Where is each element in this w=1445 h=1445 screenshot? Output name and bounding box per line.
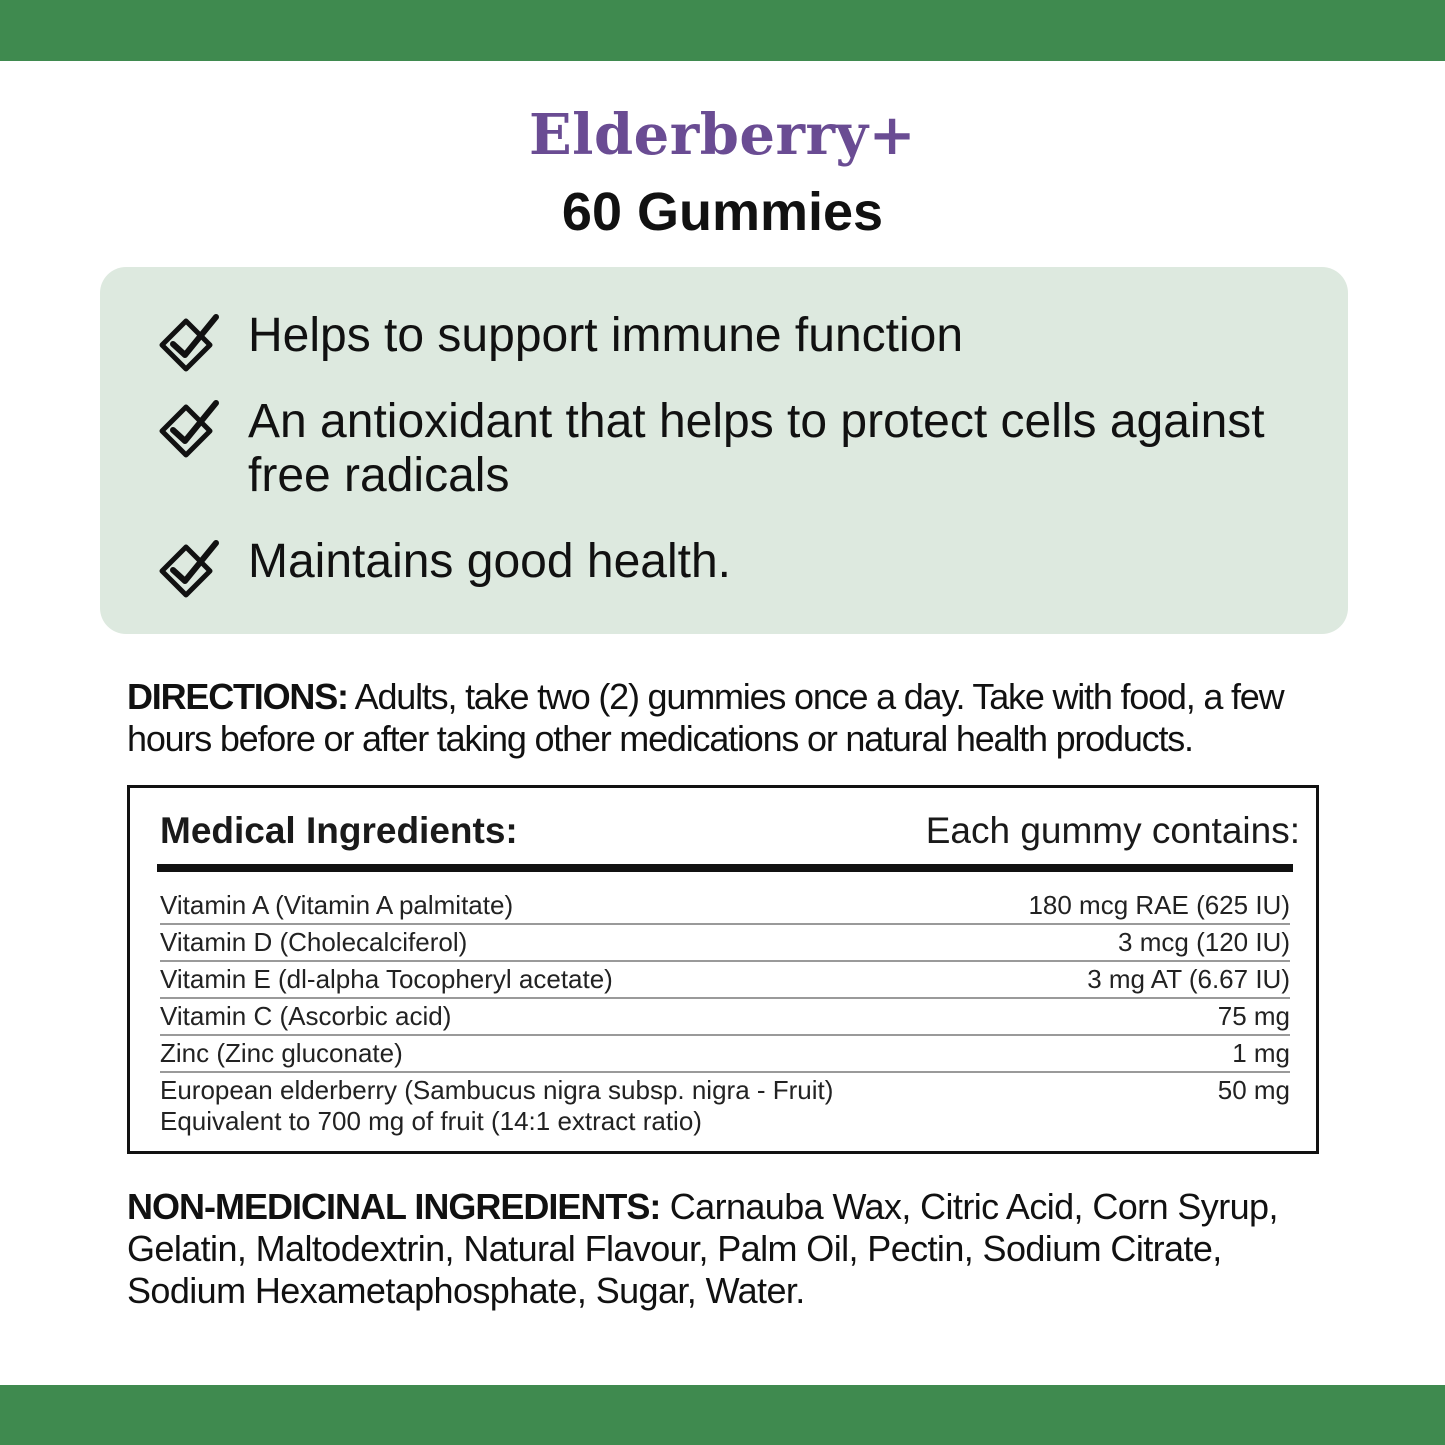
- directions-label: DIRECTIONS:: [127, 676, 348, 717]
- benefit-text: Maintains good health.: [248, 535, 731, 588]
- checkbox-check-icon: [156, 397, 222, 459]
- checkbox-check-icon: [156, 311, 222, 373]
- ingredient-amount: 1 mg: [1232, 1038, 1290, 1068]
- directions-paragraph: [127, 676, 1327, 760]
- ingredient-name: Vitamin A (Vitamin A palmitate): [160, 890, 514, 920]
- product-brand-name: Elderberry+: [529, 102, 916, 168]
- ingredient-amount: 3 mg AT (6.67 IU): [1087, 964, 1290, 994]
- ingredient-amount: 50 mg: [1217, 1075, 1290, 1105]
- ingredient-name: European elderberry (Sambucus nigra subsp. nigra - Fruit): [160, 1075, 834, 1105]
- ingredient-amount: 180 mcg RAE (625 IU): [1028, 890, 1290, 920]
- directions-text: Adults, take two (2) gummies once a day. Take with food, a few hours before or after taking other medications or natural health products.: [127, 676, 1284, 759]
- benefits-panel: [100, 267, 1348, 634]
- product-count-label: 60 Gummies: [561, 182, 884, 242]
- ingredient-name: Zinc (Zinc gluconate): [160, 1038, 403, 1068]
- bottom-green-band: [0, 1385, 1445, 1445]
- ingredient-amount: 3 mcg (120 IU): [1118, 927, 1290, 957]
- table-row: [160, 1073, 1290, 1145]
- table-row: [160, 962, 1290, 999]
- benefit-text: An antioxidant that helps to protect cells against free radicals: [248, 395, 1265, 502]
- table-row: [160, 999, 1290, 1036]
- medical-ingredients-heading: Medical Ingredients:: [160, 810, 518, 851]
- ingredient-note: Equivalent to 700 mg of fruit (14:1 extract ratio): [160, 1106, 702, 1136]
- ingredient-name: Vitamin E (dl-alpha Tocopheryl acetate): [160, 964, 613, 994]
- ingredient-rows: [160, 888, 1290, 1145]
- table-row: [160, 925, 1290, 962]
- non-medicinal-label: NON-MEDICINAL INGREDIENTS:: [127, 1186, 661, 1227]
- table-heavy-rule: [157, 864, 1293, 872]
- ingredient-name-block: [160, 1075, 833, 1137]
- ingredient-name: Vitamin D (Cholecalciferol): [160, 927, 468, 957]
- top-green-band: [0, 0, 1445, 61]
- medical-ingredients-table: [127, 785, 1319, 1154]
- non-medicinal-text: Carnauba Wax, Citric Acid, Corn Syrup, Gelatin, Maltodextrin, Natural Flavour, Palm Oil, Pectin, Sodium Citrate, Sodium Hexametaphosphate, Sugar, Water.: [127, 1186, 1278, 1311]
- ingredient-amount: 75 mg: [1217, 1001, 1290, 1031]
- table-row: [160, 1036, 1290, 1073]
- ingredient-name: Vitamin C (Ascorbic acid): [160, 1001, 452, 1031]
- non-medicinal-paragraph: [127, 1186, 1327, 1312]
- per-gummy-label: Each gummy contains:: [925, 810, 1300, 851]
- checkbox-check-icon: [156, 537, 222, 599]
- table-row: [160, 888, 1290, 925]
- benefit-text: Helps to support immune function: [248, 309, 964, 362]
